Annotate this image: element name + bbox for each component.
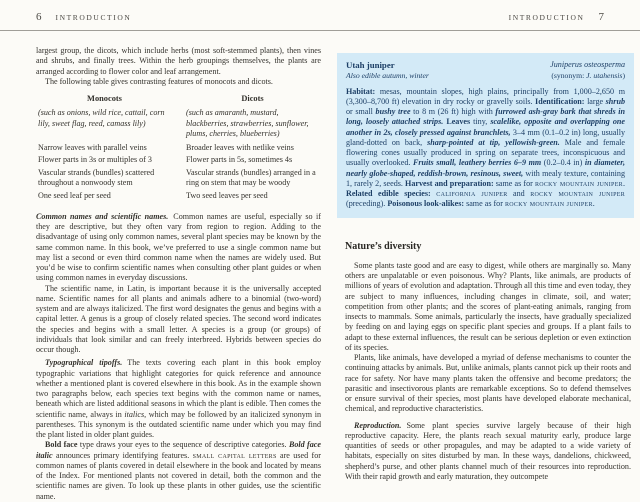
left-page-header [36, 11, 131, 23]
right-page-header [509, 11, 604, 23]
table-cell: One seed leaf per seed [38, 191, 111, 200]
left-page-column [36, 46, 321, 502]
species-common-name: Utah juniper [346, 60, 395, 70]
table-example-monocots: (such as onions, wild rice, cattail, corn lily, sweet flag, reed, camass lily) [38, 108, 165, 128]
species-box-header [346, 60, 625, 82]
table-cell: Flower parts in 3s or multiples of 3 [38, 155, 152, 165]
species-box-header-left [346, 60, 429, 82]
species-box-header-right [550, 60, 625, 82]
table-example-dicots: (such as amaranth, mustard, blackberries, strawberries, sunflower, plums, cherries, blueberries) [186, 108, 309, 138]
left-running-title: INTRODUCTION [55, 13, 132, 22]
table-cell: Flower parts in 5s, sometimes 4s [186, 155, 293, 165]
table-cell: Broader leaves with netlike veins [186, 142, 294, 152]
diversity-paragraph-2: Plants, like animals, have developed a myriad of defense mechanisms to counter the continuing attacks by animals. But, unlike animals, plants cannot pick up their roots and race for safety. Nor have many plants taken the offensive and become predators; the parasitic and insectivorous plants are remarkable exceptions. So to defend themselves or ensure survival of their species, most plants have developed elaborate mechanical, chemical, and reproductive characteristics. [345, 353, 631, 414]
table-cell: Vascular strands (bundles) arranged in a ring on stem that may be woody [186, 168, 316, 188]
species-synonym: (synonym: J. utahensis) [551, 71, 625, 81]
left-page-number: 6 [36, 11, 42, 23]
diversity-paragraph-1: Some plants taste good and are easy to digest, while others are marginally so. Many others are unpalatable or even poisonous. Why? Plants, like animals, are products of millions of years of evolution and adaptation. Through all this time and even today, they are subject to many influences, including changes in climate, soil, and water; competition from other plants; and the scores of plant-eating animals, ranging from insects to mammals. Some animals, particularly the insects, have gradually specialized by feeding on and laying eggs on specific plant species and groups. If a plant fails to adapt to these external influences, the result can be serious depletion or even extinction of its species. [345, 260, 631, 352]
table-cell: Two seed leaves per seed [186, 191, 268, 200]
right-running-title: INTRODUCTION [508, 13, 585, 22]
typographical-tipoffs-paragraph: Typographical tipoffs. The texts covering each plant in this book employ typographic variations that highlight categories for quick reference and announce whether a mentioned plant is covered elsewhere in this book. As in the example shown two paragraphs below, each species text begins with the common name or names, beneath which are listed additional seasons in which the plant is edible. Then comes the scientific name, always in italics, which may be followed by an italicized synonym in parentheses. This synonym is the outdated scientific name under which you may find the plant listed in older plant guides. [36, 358, 321, 439]
species-scientific-name: Juniperus osteosperma [550, 60, 625, 69]
table-cell: Narrow leaves with parallel veins [38, 142, 147, 152]
table-header-dicots: Dicots [241, 94, 264, 103]
species-box-utah-juniper [337, 53, 634, 218]
right-page-number: 7 [598, 11, 604, 23]
boldface-paragraph: Bold face type draws your eyes to the sequence of descriptive categories. Bold face italic announces primary identifying features. small capital letters are used for common names of plants covered in detail elsewhere in the book and located by means of the Index. For mentioned plants not covered in detail, both the common and the scientific names are given. To look up these plants in other guides, use the scientific name. [36, 440, 321, 501]
right-page-text [345, 242, 631, 483]
monocots-dicots-table [38, 94, 319, 204]
table-cell: Vascular strands (bundles) scattered throughout a nonwoody stem [38, 168, 155, 188]
running-head [36, 11, 604, 23]
table-intro-paragraph: The following table gives contrasting features of monocots and dicots. [45, 76, 273, 86]
table-header-monocots: Monocots [87, 94, 122, 103]
species-edible-seasons: Also edible autumn, winter [346, 71, 429, 81]
scientific-name-paragraph: The scientific name, in Latin, is important because it is the universally accepted name. Scientific names for all plants and animals adhere to a binomial (two-word) system and are always italicized. The first word designates the genus and begins with a capital letter. A genus is a group of closely related species. The second word indicates the species and begins with a small letter. A species is a group (or groups) of individuals that look similar and can freely interbreed. Hybrids between species do occur though. [36, 283, 321, 354]
reproduction-paragraph: Reproduction. Some plant species survive largely because of their high reproductive capacity. Here, the plants reach sexual maturity early, produce large quantities of seeds or other propagules, and may be adapted to a wide variety of habitats, especially on sites disturbed by man. In these ways, dandelions, chickweed, shepherd’s purse, and other plants channel much of their resources into reproduction. With their rapid growth and early maturation, they outcompete [345, 420, 631, 481]
header-rule [0, 30, 640, 31]
common-names-paragraph: Common names and scientific names. Common names are useful, especially so if they are descriptive, but they often vary from region to region. Adding to the disadvantage of using only common names, several plant species may be known by the same common name. In this book, we’ve preferred to use a single common name but may list a second or even third common name when the names are widely used. But you’d be wise to confirm scientific names when consulting other plant guides or when using common names in everyday discussions. [36, 211, 321, 283]
species-description: Habitat: mesas, mountain slopes, high plains, principally from 1,000–2,650 m (3,300–8,700 ft) elevation in dry rocky or gravelly soils. Identification: large shrub or small bushy tree to 8 m (26 ft) high with furrowed ash-gray bark that shreds in long, loosely attached strips. Leaves tiny, scalelike, opposite and overlapping one another in 2s, closely pressed against branchlets, 3–4 mm (0.1–0.2 in) long, usually gland-dotted on back, sharp-pointed at tip, yellowish-green. Male and female flowering cones usually produced in spring on separate trees, inconspicuous and usually overlooked. Fruits small, leathery berries 6–9 mm (0.2–0.4 in) in diameter, nearly globe-shaped, reddish-brown, resinous, sweet, with mealy texture, containing 1, rarely 2, seeds. Harvest and preparation: same as for rocky mountain juniper. Related edible species: california juniper and rocky mountain juniper (preceding). Poisonous look-alikes: same as for rocky mountain juniper. [346, 86, 626, 209]
intro-continuation-paragraph: largest group, the dicots, which include herbs (most soft-stemmed plants), then vines and shrubs, and finally trees. Within the herb groupings themselves, the plants are arranged according to flower color and leaf arrangement. [36, 46, 321, 76]
section-heading: Nature’s diversity [345, 240, 422, 252]
right-page-column [337, 46, 634, 482]
